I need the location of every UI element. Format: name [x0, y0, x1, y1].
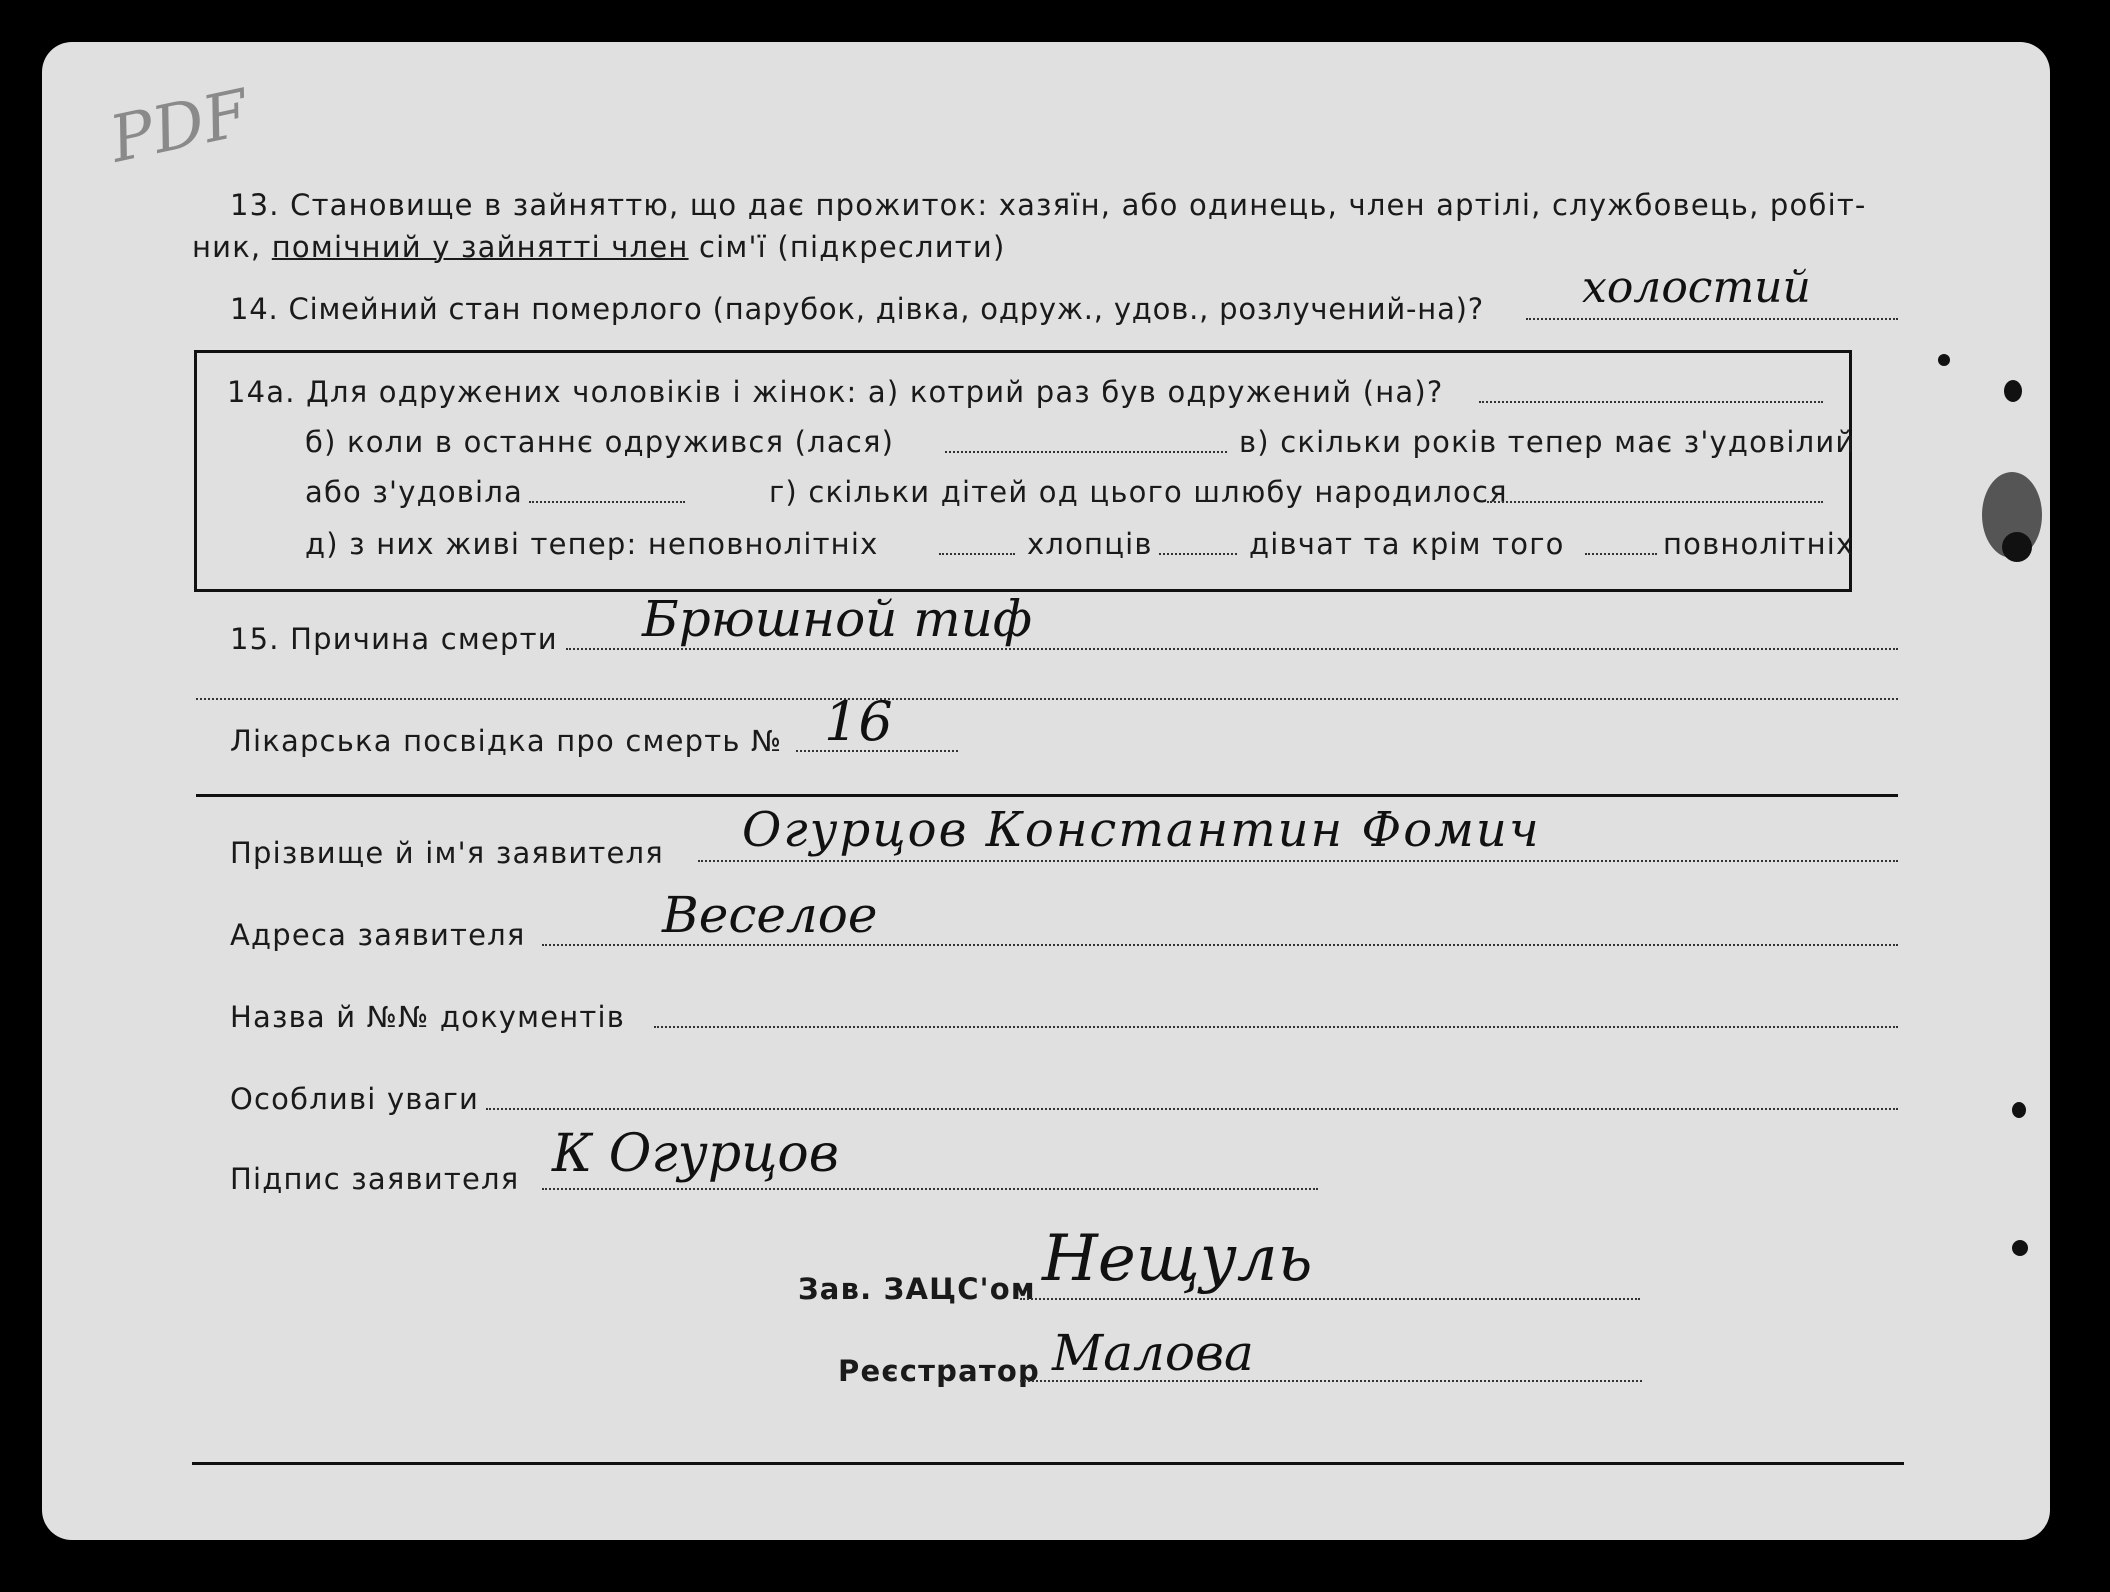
- cause-of-death-handwritten: Брюшной тиф: [642, 590, 1033, 648]
- documents-line: [654, 1026, 1898, 1028]
- ink-spot: [1938, 354, 1950, 366]
- item14a-line4-blank2: [1159, 553, 1237, 555]
- registrar-label: Реєстратор: [838, 1354, 1040, 1388]
- item14a-line2b: в) скільки років тепер має з'удовілий: [1239, 425, 1856, 459]
- registrar-signature-handwritten: Малова: [1052, 1324, 1254, 1382]
- cert-number-handwritten: 16: [824, 690, 893, 753]
- item14a-box: [194, 350, 1856, 592]
- death-record-card: [42, 42, 2050, 1540]
- med-cert-label: Лікарська посвідка про смерть №: [230, 724, 783, 758]
- section-separator: [196, 794, 1898, 797]
- applicant-address-line: [542, 944, 1898, 946]
- bottom-rule: [192, 1462, 1904, 1465]
- item14a-line1: 14а. Для одружених чоловіків і жінок: а) котрий раз був одружений (на)?: [227, 375, 1444, 409]
- item14a-line4c: дівчат та крім того: [1249, 527, 1565, 561]
- item15-line2: [196, 698, 1898, 700]
- item14a-line4-blank1: [939, 553, 1015, 555]
- item14a-line4b: хлопців: [1027, 527, 1153, 561]
- item14a-line4-blank3: [1585, 553, 1657, 555]
- applicant-address-label: Адреса заявителя: [230, 918, 526, 952]
- item15-line: [566, 648, 1898, 650]
- applicant-name-line: [698, 860, 1898, 862]
- applicant-signature-line: [542, 1188, 1318, 1190]
- applicant-address-handwritten: Веселое: [662, 886, 878, 944]
- item15-label: 15. Причина смерти: [230, 622, 558, 656]
- item14a-line3b: г) скільки дітей од цього шлюбу народилося: [769, 475, 1508, 509]
- head-signature-line: [1020, 1298, 1640, 1300]
- remarks-label: Особливі уваги: [230, 1082, 480, 1116]
- ink-spot: [2012, 1102, 2026, 1118]
- item14a-line3-blank2: [1487, 501, 1823, 503]
- applicant-signature-handwritten: К Огурцов: [552, 1124, 839, 1184]
- ink-spot: [2012, 1240, 2028, 1256]
- item14a-line2a: б) коли в останнє одружився (лася): [305, 425, 895, 459]
- item14a-line3-blank1: [529, 501, 685, 503]
- item14a-line4a: д) з них живі тепер: неповнолітніх: [305, 527, 879, 561]
- ink-spot: [2004, 380, 2022, 402]
- applicant-signature-label: Підпис заявителя: [230, 1162, 520, 1196]
- corner-mark: PDF: [103, 76, 255, 178]
- item14a-line4d: повнолітніх: [1663, 527, 1855, 561]
- item13-underlined-choice: помічний у зайнятті член: [271, 230, 689, 264]
- head-label: Зав. ЗАЦС'ом: [798, 1272, 1036, 1306]
- marital-status-handwritten: холостий: [1582, 262, 1811, 313]
- head-signature-handwritten: Нещуль: [1042, 1222, 1313, 1296]
- remarks-line: [486, 1108, 1898, 1110]
- applicant-name-handwritten: Огурцов Константин Фомич: [742, 802, 1541, 858]
- item13-line2: [192, 230, 1005, 264]
- item13-line2-start: ник,: [192, 230, 262, 264]
- item14a-line1-blank: [1479, 401, 1823, 403]
- applicant-name-label: Прізвище й ім'я заявителя: [230, 836, 664, 870]
- documents-label: Назва й №№ документів: [230, 1000, 626, 1034]
- item14-label: 14. Сімейний стан померлого (парубок, дівка, одруж., удов., розлучений-на)?: [230, 292, 1484, 326]
- item14-line: [1526, 318, 1898, 320]
- item14a-line3a: або з'удовіла: [305, 475, 524, 509]
- item13-line1: 13. Становище в зайняттю, що дає прожиток: хазяїн, або одинець, член артілі, службовець, робіт-: [230, 188, 1867, 222]
- item14a-line2-blank: [945, 451, 1227, 453]
- ink-spot: [2002, 532, 2032, 562]
- item13-line2-end: сім'ї (підкреслити): [699, 230, 1006, 264]
